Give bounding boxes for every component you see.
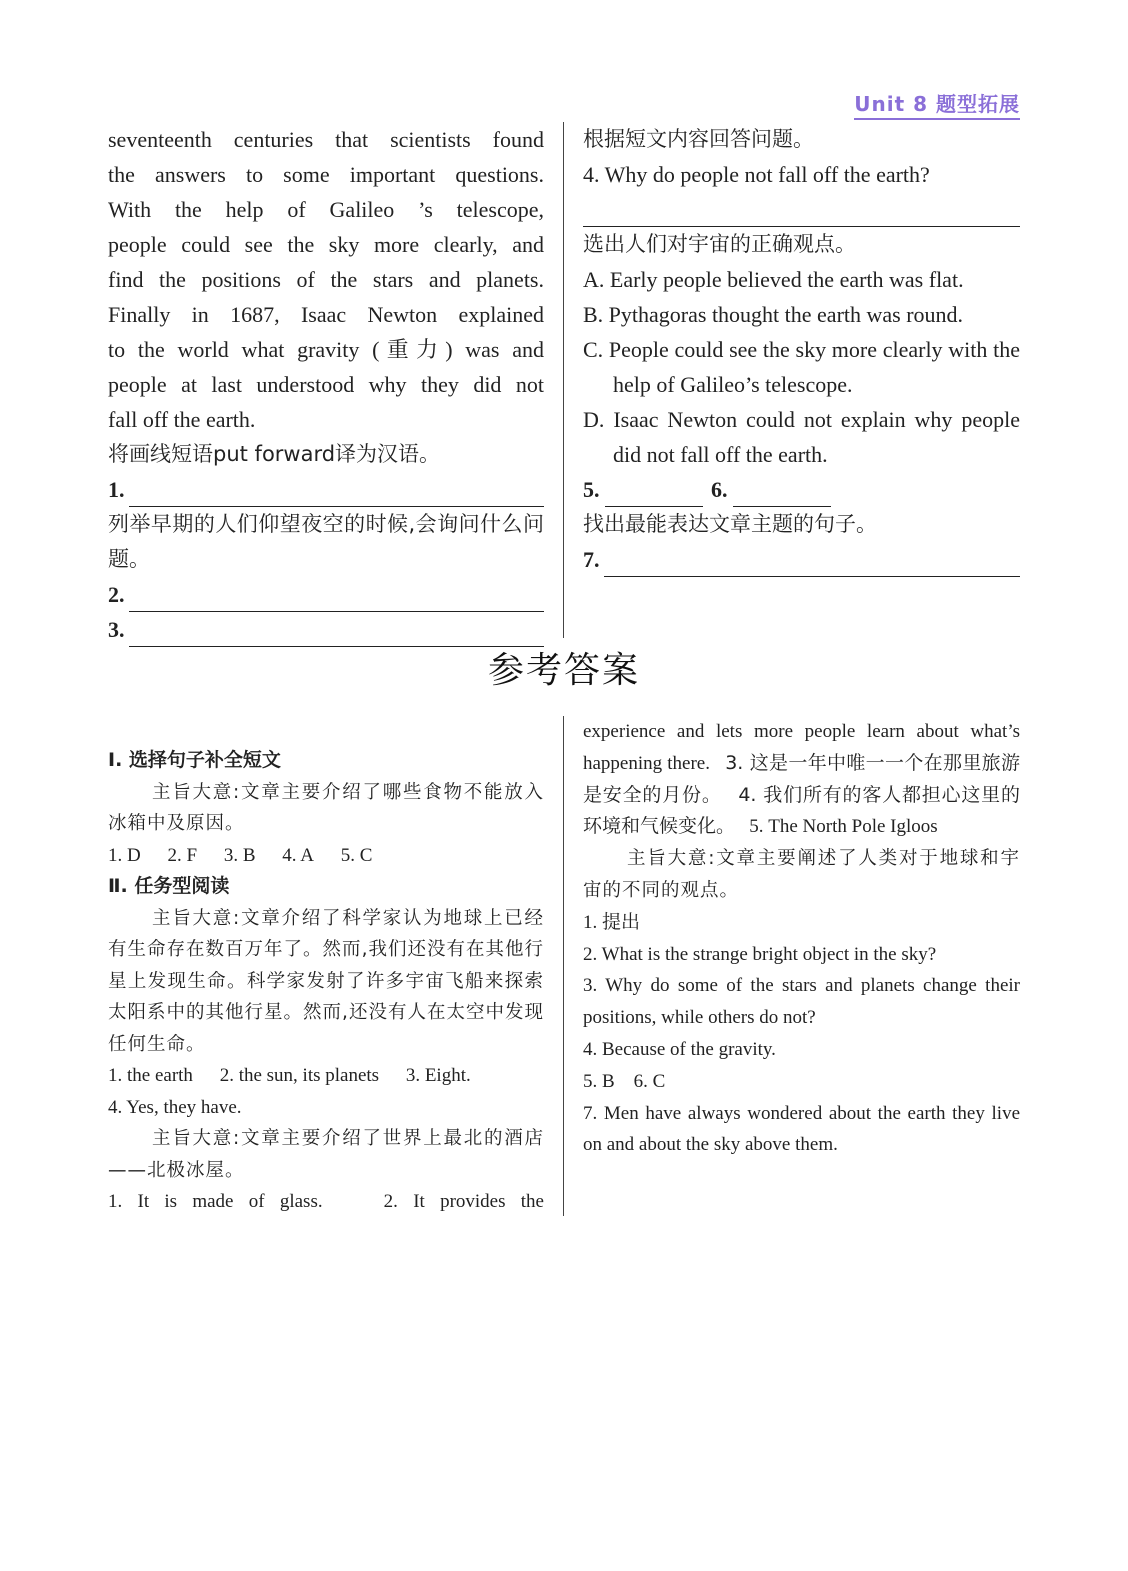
answer-item: experience and lets more people learn about what’s happening there. [583, 721, 1020, 774]
section-2-gist-3: 主旨大意:文章主要阐述了人类对于地球和宇宙的不同的观点。 [583, 848, 1020, 901]
question-number: 2. [108, 582, 125, 607]
section-2-gist-1: 主旨大意:文章介绍了科学家认为地球上已经有生命存在数百万年了。然而,我们还没有在其他行星上发现生命。科学家发射了许多宇宙飞船来探索太阳系中的其他行星。然而,还没有人在太空中发现任何生命。 [108, 907, 544, 1055]
answer-item: 5. C [340, 844, 373, 866]
passage-line: Finally in 1687, Isaac Newton explained [108, 302, 544, 327]
answer-item: 4. Because of the gravity. [583, 1038, 776, 1060]
answer-item: 3. B [223, 844, 256, 866]
question-1-instruction: 将画线短语put forward译为汉语。 [108, 442, 441, 466]
answer-blank-5[interactable] [605, 482, 703, 507]
answer-item: 7. Men have always wondered about the earth they live on and about the sky above them. [583, 1102, 1020, 1156]
section-2-heading: Ⅱ. 任务型阅读 [108, 875, 230, 897]
option-b: B. Pythagoras thought the earth was round. [583, 302, 964, 327]
passage-line: fall off the earth. [108, 407, 256, 432]
answer-blank-7[interactable] [583, 542, 1020, 577]
column-divider [563, 716, 564, 1216]
question-5-6-instruction: 选出人们对宇宙的正确观点。 [583, 232, 856, 256]
section-1-gist: 主旨大意:文章主要介绍了哪些食物不能放入冰箱中及原因。 [108, 781, 544, 834]
answer-item: 4. Yes, they have. [108, 1096, 242, 1118]
answer-blank-2[interactable] [108, 577, 544, 612]
question-number: 6. [711, 477, 728, 502]
blank-underline [129, 480, 545, 507]
answers-title: 参考答案 [487, 650, 640, 691]
answers-right-column [583, 716, 1020, 1161]
blank-underline [583, 200, 1020, 227]
question-number: 7. [583, 547, 600, 572]
questions-right-column [583, 122, 1020, 577]
answer-item: 5. The North Pole Igloos [749, 816, 938, 838]
answer-item: 3. Why do some of the stars and planets change their positions, while others do not? [583, 975, 1020, 1029]
answer-item: 1. It is made of glass. 2. It provides the [108, 1191, 544, 1212]
passage-line: people could see the sky more clearly, and [108, 232, 544, 257]
question-number: 1. [108, 477, 125, 502]
question-4-instruction: 根据短文内容回答问题。 [583, 127, 814, 151]
section-1-heading: Ⅰ. 选择句子补全短文 [108, 749, 281, 771]
answer-item: 3. Eight. [405, 1065, 471, 1086]
option-d: D. Isaac Newton could not explain why people did not fall off the earth. [583, 407, 1020, 467]
column-divider [563, 122, 564, 638]
answer-item: 2. F [167, 844, 198, 866]
answer-item: 1. the earth [108, 1065, 193, 1086]
answer-item: 4. 我们所有的客人都担心这里的环境和气候变化。 [583, 783, 1020, 838]
answer-item: 2. What is the strange bright object in the sky? [583, 943, 937, 965]
answers-left-column [108, 745, 544, 1218]
answer-continuation [583, 716, 1020, 843]
answer-blank-4[interactable] [583, 192, 1020, 227]
blank-underline [129, 585, 545, 612]
passage-line: With the help of Galileo ’s telescope, [108, 197, 544, 222]
answer-item: 1. 提出 [583, 911, 641, 933]
option-c: C. People could see the sky more clearly with the help of Galileo’s telescope. [583, 337, 1020, 397]
passage-line: the answers to some important questions. [108, 162, 544, 187]
question-4: 4. Why do people not fall off the earth? [583, 162, 930, 187]
option-a: A. Early people believed the earth was flat. [583, 267, 964, 292]
answer-blank-1[interactable] [108, 472, 544, 507]
answer-item: 4. A [282, 844, 314, 866]
passage-left-column [108, 122, 544, 647]
blank-underline [604, 550, 1021, 577]
question-7-instruction: 找出最能表达文章主题的句子。 [583, 512, 877, 536]
passage-line: to the world what gravity (重力) was and [108, 337, 544, 362]
question-2-3-instruction: 列举早期的人们仰望夜空的时候,会询问什么问题。 [108, 512, 544, 571]
answer-item: 5. B 6. C [583, 1070, 666, 1092]
section-2-gist-2: 主旨大意:文章主要介绍了世界上最北的酒店——北极冰屋。 [108, 1128, 544, 1181]
answer-item: 2. the sun, its planets [219, 1065, 380, 1086]
question-number: 5. [583, 477, 600, 502]
section-1-answers [108, 840, 544, 872]
section-2-answers-1 [108, 1060, 544, 1092]
unit-header: Unit 8 题型拓展 [854, 88, 1020, 117]
question-number: 3. [108, 617, 125, 642]
passage-line: find the positions of the stars and planets. [108, 267, 544, 292]
passage-line: seventeenth centuries that scientists found [108, 127, 544, 152]
answer-blanks-5-6 [583, 472, 1020, 507]
answer-item: 3. 这是一年中唯一一个在那里旅游是安全的月份。 [583, 751, 1021, 806]
answer-item: 1. D [108, 844, 141, 866]
passage-line: people at last understood why they did not [108, 372, 544, 397]
answer-blank-6[interactable] [733, 482, 831, 507]
